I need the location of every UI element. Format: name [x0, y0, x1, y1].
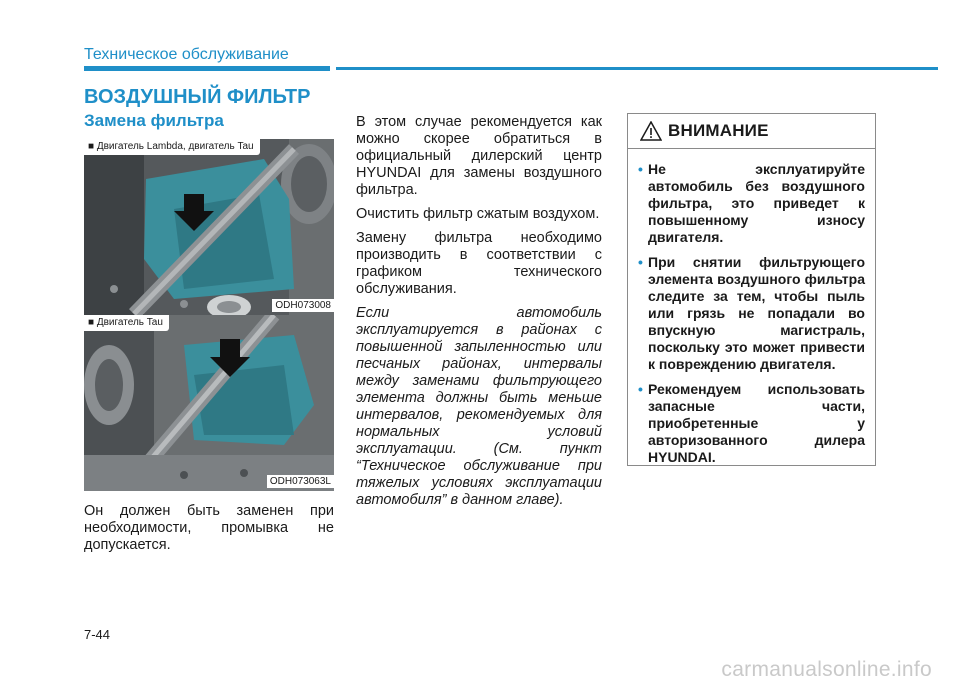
warning-title: ВНИМАНИЕ	[668, 121, 769, 140]
warning-list	[628, 149, 875, 466]
engine-illustration-2	[84, 315, 334, 491]
paragraph-1: В этом случае рекомендуется как можно скорее обратиться в официальный дилерский центр HYUNDAI для замены воздушного фильтра.	[356, 114, 602, 198]
warning-header	[628, 114, 875, 149]
left-text: Он должен быть заменен при необходимости, промывка не допускается.	[84, 503, 334, 553]
bullet-icon: •	[638, 254, 643, 270]
header-bar-thin	[336, 67, 938, 70]
warning-item: • Не эксплуатируйте автомобиль без воздушного фильтра, это приведет к повышенному износу двигателя.	[638, 161, 865, 245]
section-subtitle: Замена фильтра	[84, 111, 224, 130]
paragraph-3: Замену фильтра необходимо производить в соответствии с графиком технического обслуживания.	[356, 230, 602, 297]
middle-column	[356, 114, 602, 516]
paragraph-4-italic: Если автомобиль эксплуатируется в районах с повышенной запыленностью или песчаных районах, интервалы между заменами фильтрующего элемента должны быть меньше интервалов, рекомендуемых для нормальных условий эксплуатации. (См. пункт “Техническое обслуживание при тяжелых условиях эксплуатации автомобиля” в данном главе).	[356, 305, 602, 508]
figure-code-2: ODH073063L	[267, 475, 334, 488]
warning-triangle-icon	[640, 121, 662, 141]
header-bar-thick	[84, 66, 330, 71]
left-paragraph	[84, 503, 334, 561]
engine-illustration-1	[84, 139, 334, 315]
paragraph-2: Очистить фильтр сжатым воздухом.	[356, 206, 600, 222]
figure-label-1: ■ Двигатель Lambda, двигатель Tau	[84, 139, 260, 155]
figure-code-1: ODH073008	[272, 299, 334, 312]
section-header: Техническое обслуживание	[84, 46, 289, 63]
bullet-icon: •	[638, 161, 643, 177]
watermark: carmanualsonline.info	[721, 658, 932, 681]
warning-item: • При снятии фильтрующего элемента воздушного фильтра следите за тем, чтобы пыль или грязь не попадали во впускную магистраль, поскольку это может привести к повреждению двигателя.	[638, 254, 865, 372]
engine-photo-1	[84, 139, 334, 315]
bullet-icon: •	[638, 381, 643, 397]
page-title: ВОЗДУШНЫЙ ФИЛЬТР	[84, 86, 311, 108]
engine-photo-2	[84, 315, 334, 491]
figure-label-2: ■ Двигатель Tau	[84, 315, 169, 331]
page-number: 7-44	[84, 627, 111, 642]
warning-box	[627, 113, 876, 466]
warning-item: • Рекомендуем использовать запасные части, приобретенные у авторизованного дилера HYUNDAI.	[638, 381, 865, 465]
